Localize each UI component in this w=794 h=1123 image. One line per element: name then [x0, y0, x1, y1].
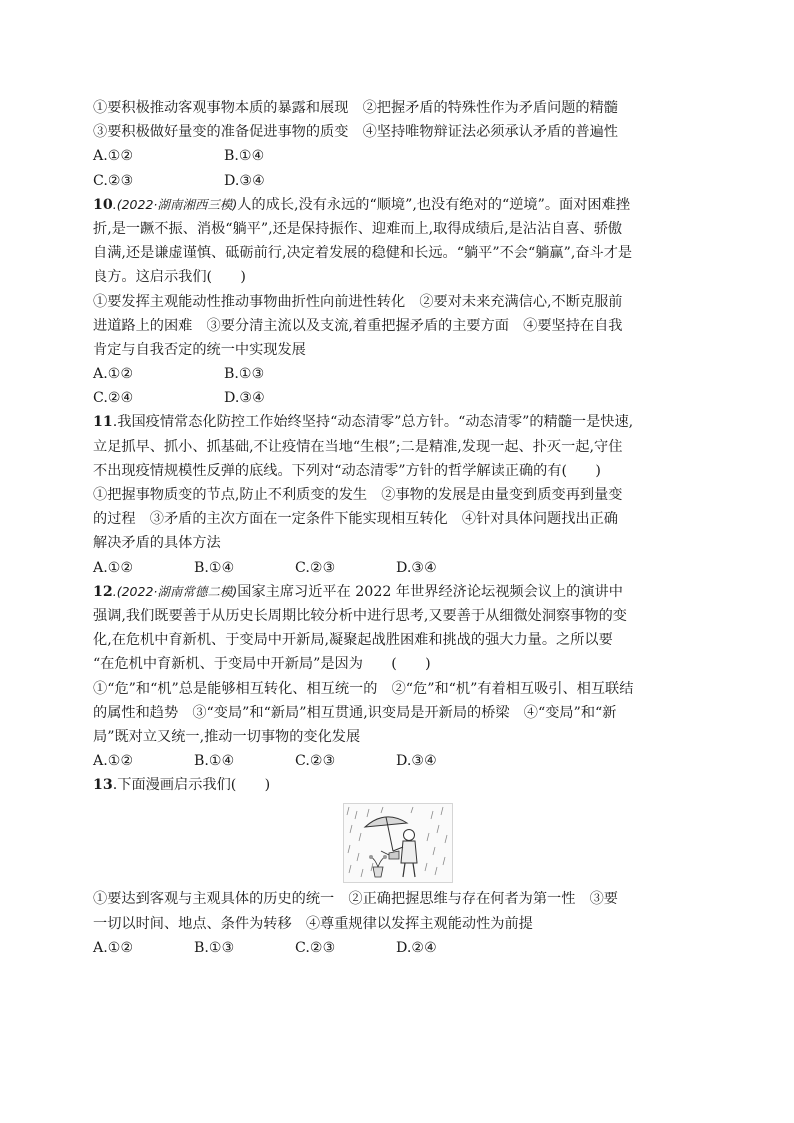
q10-option-line: 肯定与自我否定的统一中实现发展 [93, 341, 306, 358]
choice-d: D.③④ [224, 172, 265, 189]
choice-a: A.①② [93, 753, 134, 770]
choice-d: D.③④ [396, 753, 437, 770]
choice-c: C.②③ [295, 939, 336, 956]
choice-b: B.①④ [194, 559, 235, 576]
q12-option-line: 局”既对立又统一,推动一切事物的变化发展 [93, 728, 361, 745]
q11-option-line: 的过程 ③矛盾的主次方面在一定条件下能实现相互转化 ④针对具体问题找出正确 [93, 511, 618, 528]
q12-choices-row [93, 749, 703, 773]
q10-stem: 10.(2022·湖南湘西三模)人的成长,没有永远的“顺境”,也没有绝对的“逆境”。面对困难挫 [93, 196, 630, 213]
q12-stem: “在危机中育新机、于变局中开新局”是因为 ( ) [93, 656, 431, 673]
choice-a: A.①② [93, 366, 134, 383]
q11-stem: 11.我国疫情常态化防控工作始终坚持“动态清零”总方针。“动态清零”的精髓一是快速, [93, 414, 634, 431]
question-source: .(2022·湖南常德二模) [112, 583, 238, 599]
choice-c: C.②③ [93, 172, 134, 189]
q9-option-line: ①要积极推动客观事物本质的暴露和展现 ②把握矛盾的特殊性作为矛盾问题的精髓 [93, 100, 618, 116]
q12-stem: 强调,我们既要善于从历史长周期比较分析中进行思考,又要善于从细微处洞察事物的变 [93, 607, 627, 624]
question-number: 13 [93, 777, 113, 794]
q13-option-line: 一切以时间、地点、条件为转移 ④尊重规律以发挥主观能动性为前提 [93, 915, 533, 932]
q10-choices-row [93, 362, 703, 386]
q10-choices-row [93, 386, 703, 410]
q11-option-line: 解决矛盾的具体方法 [93, 535, 221, 552]
q10-option-line: 进道路上的困难 ③要分清主流以及支流,着重把握矛盾的主要方面 ④要坚持在自我 [93, 317, 623, 334]
choice-a: A.①② [93, 939, 134, 956]
q11-option-line: ①把握事物质变的节点,防止不利质变的发生 ②事物的发展是由量变到质变再到量变 [93, 487, 623, 503]
choice-c: C.②③ [295, 559, 336, 576]
choice-b: B.①④ [194, 753, 235, 770]
q10-stem: 折,是一蹶不振、消极“躺平”,还是保持振作、迎难而上,取得成绩后,是沾沾自喜、骄傲 [93, 220, 623, 237]
cartoon-umbrella-watering-icon [343, 803, 453, 883]
q11-stem: 立足抓早、抓小、抓基础,不让疫情在当地“生根”;二是精准,发现一起、扑灭一起,守住 [93, 438, 623, 455]
choice-a: A.①② [93, 559, 134, 576]
choice-b: B.①③ [194, 939, 235, 956]
question-number: 11 [93, 414, 113, 431]
q11-choices-row [93, 556, 703, 580]
q13-option-line: ①要达到客观与主观具体的历史的统一 ②正确把握思维与存在何者为第一性 ③要 [93, 891, 618, 908]
q12-option-line: 的属性和趋势 ③“变局”和“新局”相互贯通,识变局是开新局的桥梁 ④“变局”和“新 [93, 704, 617, 721]
q9-option-line: ③要积极做好量变的准备促进事物的质变 ④坚持唯物辩证法必须承认矛盾的普遍性 [93, 124, 618, 141]
question-content [93, 96, 703, 960]
q12-stem: 化,在危机中育新机、于变局中开新局,凝聚起战胜困难和挑战的强大力量。之所以要 [93, 632, 613, 649]
choice-d: D.③④ [396, 559, 437, 576]
choice-d: D.③④ [224, 390, 265, 407]
question-number: 10 [93, 196, 113, 213]
q11-stem: 不出现疫情规模性反弹的底线。下列对“动态清零”方针的哲学解读正确的有( ) [93, 462, 601, 479]
q13-choices-row [93, 936, 703, 960]
q10-stem: 自满,还是谦虚谨慎、砥砺前行,决定着发展的稳健和长远。“躺平”不会“躺赢”,奋斗才是 [93, 245, 633, 262]
q12-stem: 12.(2022·湖南常德二模)国家主席习近平在 2022 年世界经济论坛视频会议上的演讲中 [93, 583, 623, 600]
q10-option-line: ①要发挥主观能动性推动事物曲折性向前进性转化 ②要对未来充满信心,不断克服前 [93, 293, 623, 310]
choice-b: B.①④ [224, 148, 265, 165]
question-source: .(2022·湖南湘西三模) [112, 196, 238, 212]
q9-choices-row [93, 169, 703, 193]
cartoon-image [93, 803, 703, 883]
choice-c: C.②③ [295, 753, 336, 770]
choice-b: B.①③ [224, 366, 265, 383]
q9-choices-row [93, 144, 703, 168]
question-number: 12 [93, 583, 113, 600]
choice-d: D.②④ [396, 939, 437, 956]
q12-option-line: ①“危”和“机”总是能够相互转化、相互统一的 ②“危”和“机”有着相互吸引、相互联结 [93, 680, 634, 697]
q13-stem: 13.下面漫画启示我们( ) [93, 777, 271, 794]
q10-stem: 良方。这启示我们( ) [93, 269, 246, 286]
choice-a: A.①② [93, 148, 134, 165]
choice-c: C.②④ [93, 390, 134, 407]
